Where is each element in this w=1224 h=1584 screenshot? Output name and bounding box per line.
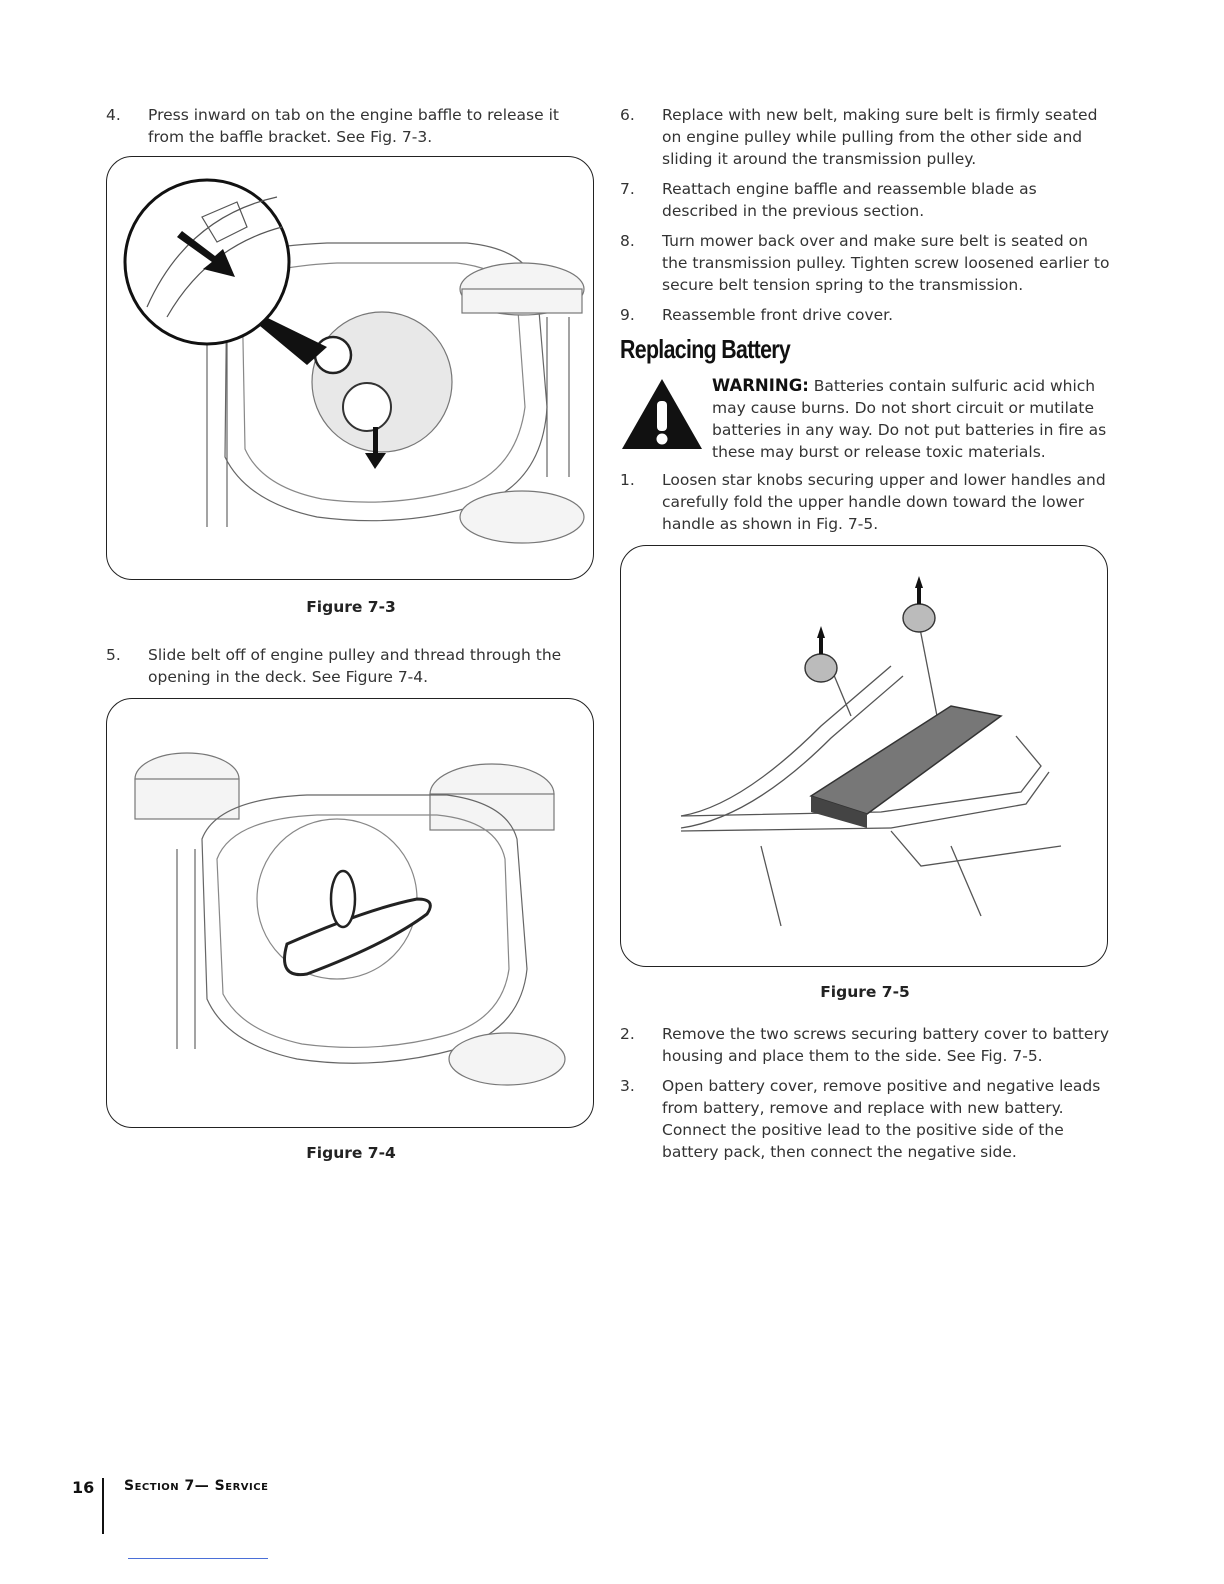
mower-belt-illustration [107,699,593,1127]
step-7 [620,178,1110,222]
footer-divider [102,1478,104,1534]
step-text: Reassemble front drive cover. [662,306,894,324]
step-text: Remove the two screws securing battery cover to battery housing and place them to the side. See Fig. 7-5. [662,1025,1110,1065]
warning-text [712,375,1110,463]
figure-7-4-caption: Figure 7-4 [306,1144,396,1162]
step-number: 2. [620,1025,635,1043]
bottom-divider-line [128,1558,268,1559]
warning-block [620,375,1110,463]
step-number: 7. [620,180,635,198]
step-8 [620,230,1110,296]
battery-handle-illustration [621,546,1107,966]
step-text: Replace with new belt, making sure belt is firmly seated on engine pulley while pulling from the other side and sliding it around the transmission pulley. [662,106,1098,168]
battery-step-3 [620,1075,1110,1163]
step-number: 1. [620,471,635,489]
right-column [620,104,1110,1171]
battery-step-2 [620,1023,1110,1067]
step-6 [620,104,1110,170]
figure-7-4-box [106,698,594,1128]
figure-7-5-box [620,545,1108,967]
warning-label: WARNING: [712,376,809,395]
step-text: Open battery cover, remove positive and negative leads from battery, remove and replace with new battery. Connect the positive lead to the positive side of the battery pack, then connect the negative side. [662,1077,1101,1161]
section-heading: Replacing Battery [620,334,791,364]
left-column [106,104,596,1162]
step-text: Turn mower back over and make sure belt is seated on the transmission pulley. Tighten screw loosened earlier to secure belt tension spring to the transmission. [662,232,1110,294]
warning-triangle-icon [620,375,712,463]
step-text: Reattach engine baffle and reassemble blade as described in the previous section. [662,180,1037,220]
figure-7-3-box [106,156,594,580]
figure-7-5-caption: Figure 7-5 [820,983,910,1001]
figure-7-3-caption: Figure 7-3 [306,598,396,616]
warning-body: Batteries contain sulfuric acid which may cause burns. Do not short circuit or mutilate batteries in any way. Do not put batteries in fire as these may burst or release toxic materials. [712,377,1107,461]
step-number: 9. [620,306,635,324]
step-5 [106,644,596,688]
step-number: 5. [106,646,121,664]
step-number: 4. [106,106,121,124]
step-number: 8. [620,232,635,250]
step-text: Slide belt off of engine pulley and thread through the opening in the deck. See Figure 7-4. [148,646,562,686]
step-number: 3. [620,1077,635,1095]
mower-baffle-illustration [107,157,593,579]
page-number: 16 [72,1478,95,1497]
footer-section-title: Section 7— Service [124,1478,269,1494]
page-footer [72,1478,268,1534]
step-text: Loosen star knobs securing upper and lower handles and carefully fold the upper handle down toward the lower handle as shown in Fig. 7-5. [662,471,1106,533]
step-text: Press inward on tab on the engine baffle to release it from the baffle bracket. See Fig. 7-3. [148,106,559,146]
step-4 [106,104,596,148]
battery-step-1 [620,469,1110,535]
step-number: 6. [620,106,635,124]
step-9 [620,304,1110,326]
